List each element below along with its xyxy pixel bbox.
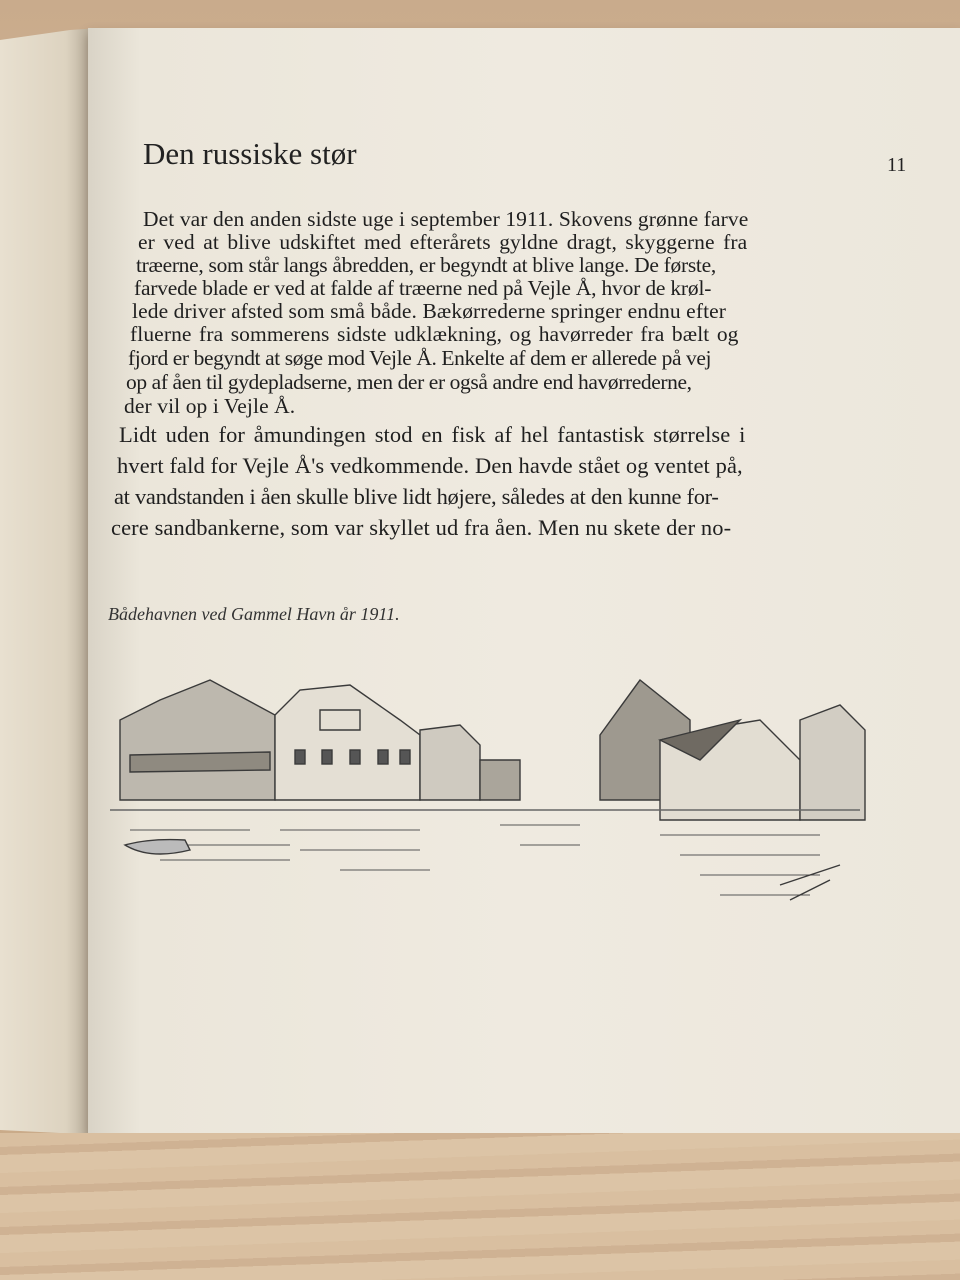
book-page: [88, 28, 960, 1133]
text-line: fjord er begyndt at søge mod Vejle Å. Enkelte af dem er allerede på vej: [128, 346, 712, 370]
text-line: Det var den anden sidste uge i september 1911. Skovens grønne farve: [143, 207, 749, 231]
wooden-table: [0, 1133, 960, 1280]
text-line: Lidt uden for åmundingen stod en fisk af hel fantastisk størrelse i: [119, 422, 746, 447]
text-line: farvede blade er ved at falde af træerne ned på Vejle Å, hvor de krøl-: [134, 276, 712, 300]
text-line: op af åen til gydepladserne, men der er også andre end havørrederne,: [126, 370, 692, 394]
text-line: lede driver afsted som små både. Bækørrederne springer endnu efter: [132, 299, 727, 323]
harbor-sketch-illustration: [100, 660, 870, 960]
text-line: fluerne fra sommerens sidste udklækning, og havørreder fra bælt og: [130, 322, 739, 346]
text-line: er ved at blive udskiftet med efterårets gyldne dragt, skyggerne fra: [138, 230, 748, 254]
text-line: træerne, som står langs åbredden, er begyndt at blive lange. De første,: [136, 253, 716, 277]
text-line: hvert fald for Vejle Å's vedkommende. Den havde stået og ventet på,: [117, 453, 743, 478]
text-line: der vil op i Vejle Å.: [124, 394, 296, 418]
illustration-caption: Bådehavnen ved Gammel Havn år 1911.: [108, 604, 400, 624]
text-line: at vandstanden i åen skulle blive lidt højere, således at den kunne for-: [114, 484, 719, 509]
chapter-title: Den russiske stør: [143, 136, 357, 171]
page-number: 11: [887, 154, 907, 176]
text-line: cere sandbankerne, som var skyllet ud fra åen. Men nu skete der no-: [111, 515, 732, 540]
